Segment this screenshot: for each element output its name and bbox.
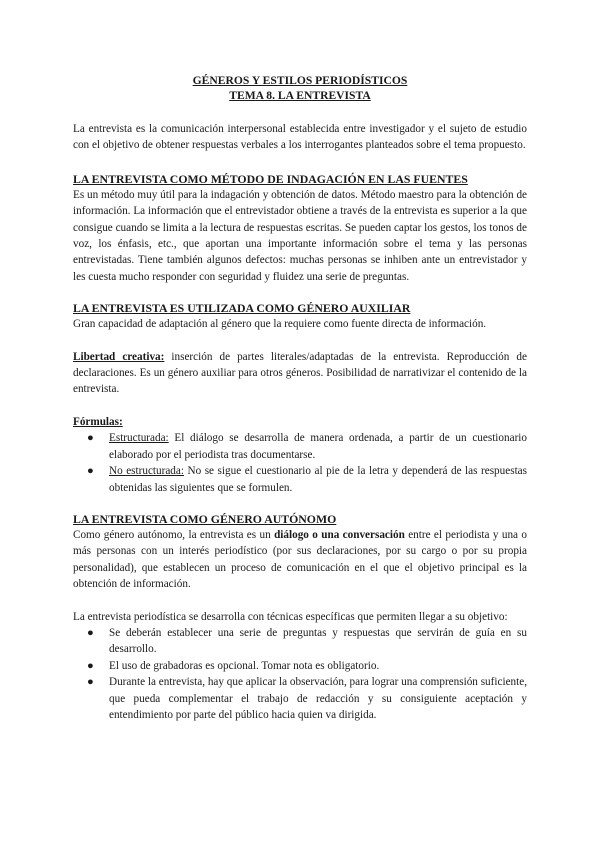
list-item	[73, 463, 527, 496]
list-item	[73, 625, 527, 658]
section-heading: LA ENTREVISTA COMO MÉTODO DE INDAGACIÓN EN LAS FUENTES	[73, 171, 468, 186]
document-content	[73, 121, 527, 723]
section-paragraph-2: La entrevista periodística se desarrolla con técnicas específicas que permiten llegar a su objetivo:	[73, 610, 508, 623]
formulas-label: Fórmulas:	[73, 415, 123, 428]
list-item-text: El uso de grabadoras es opcional. Tomar nota es obligatorio.	[109, 659, 380, 672]
libertad-label: Libertad creativa:	[73, 350, 165, 363]
section-paragraph: Es un método muy útil para la indagación y obtención de datos. Método maestro para la obtención de información. La información que el entrevistador obtiene a través de la entrevista es superior a la que consigue cuando se limita a la lectura de respuestas escritas. Se pueden captar los gestos, los tonos de voz, los énfasis, etc., que aportan una importante información sobre el tema y las personas entrevistadas. Tiene también algunos defectos: muchas personas se inhiben ante un entrevistador y les cuesta mucho responder con seguridad y fluidez una serie de preguntas.	[73, 188, 527, 283]
list-item	[73, 658, 527, 674]
list-item	[73, 430, 527, 463]
section-genero-autonomo	[73, 511, 527, 723]
section-heading: LA ENTREVISTA ES UTILIZADA COMO GÉNERO AUXILIAR	[73, 301, 411, 316]
document-header	[0, 73, 600, 103]
list-item-label: Estructurada:	[109, 432, 169, 445]
list-item	[73, 674, 527, 723]
list-item-label: No estructurada:	[109, 465, 184, 478]
bullet-icon: ●	[87, 676, 94, 689]
section-genero-auxiliar	[73, 300, 527, 496]
document-subtitle: TEMA 8. LA ENTREVISTA	[229, 89, 371, 102]
list-item-text: No se sigue el cuestionario al pie de la letra y dependerá de las respuestas obtenidas las siguientes que se formulen.	[109, 465, 527, 494]
list-item-text: Se deberán establecer una serie de preguntas y respuestas que servirán de guía en su desarrollo.	[109, 626, 527, 656]
list-item-text: Durante la entrevista, hay que aplicar la observación, para lograr una comprensión suficiente, que pueda complementar el trabajo de redacción y su consiguiente aceptación y entendimiento por parte del público hacia quien va dirigida.	[109, 676, 527, 721]
tecnicas-list	[73, 625, 527, 723]
section-heading: LA ENTREVISTA COMO GÉNERO AUTÓNOMO	[73, 511, 337, 526]
bullet-icon: ●	[87, 626, 94, 639]
document-title: GÉNEROS Y ESTILOS PERIODÍSTICOS	[192, 74, 408, 87]
formulas-list	[73, 430, 527, 496]
libertad-text: inserción de partes literales/adaptadas de la entrevista. Reproducción de declaraciones. Es un género auxiliar para otros géneros. Posibilidad de narrativizar el contenido de la entrevista.	[73, 350, 527, 396]
list-item-text: El diálogo se desarrolla de manera ordenada, a partir de un cuestionario elaborado por el periodista tras documentarse.	[109, 432, 527, 461]
bullet-icon: ●	[87, 465, 94, 478]
section-indagacion	[73, 171, 527, 285]
intro-paragraph: La entrevista es la comunicación interpersonal establecida entre investigador y el sujeto de estudio con el objetivo de obtener respuestas verbales a los interrogantes planteados sobre el tema propuesto.	[73, 123, 527, 152]
bold-phrase: diálogo o una conversación	[274, 528, 405, 541]
section-paragraph: Como género autónomo, la entrevista es un diálogo o una conversación entre el periodista y una o más personas con un interés periodístico (por sus declaraciones, por su cargo o por su propia personalidad), que establecen un proceso de comunicación en el que el objetivo principal es la obtención de información.	[73, 528, 527, 591]
bullet-icon: ●	[87, 432, 94, 445]
libertad-paragraph	[73, 349, 527, 398]
bullet-icon: ●	[87, 659, 94, 672]
section-paragraph: Gran capacidad de adaptación al género que la requiere como fuente directa de información.	[73, 318, 487, 331]
